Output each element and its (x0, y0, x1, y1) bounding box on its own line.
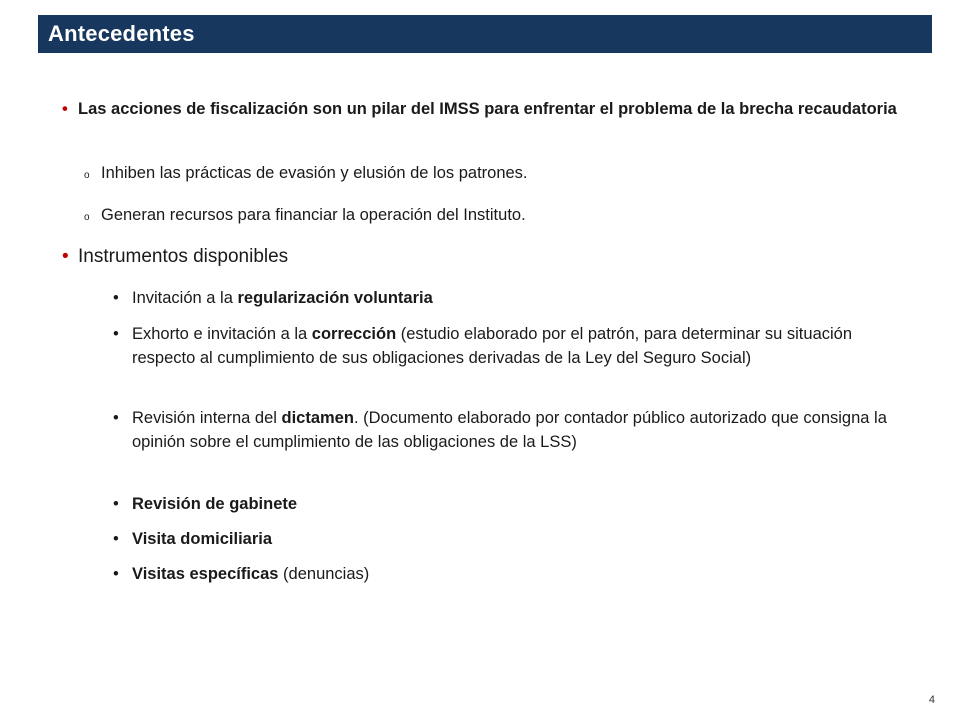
bullet-icon: • (113, 495, 119, 513)
page-number: 4 (928, 694, 935, 706)
instrument-item (113, 527, 903, 551)
item-text: . (Documento elaborado por contador público autorizado que consigna la opinión sobre el cumplimiento de las obligaciones de la LSS) (132, 409, 887, 451)
instrument-item (113, 492, 903, 516)
instrument-item (113, 562, 903, 586)
circle-bullet-icon: o (84, 212, 90, 223)
item-bold-text: regularización voluntaria (237, 289, 433, 307)
item-text: (denuncias) (278, 565, 370, 583)
instrument-item (113, 322, 903, 370)
bullet-icon: • (113, 289, 119, 307)
circle-bullet-icon: o (84, 170, 90, 181)
bullet-icon: • (113, 530, 119, 548)
item-bold-text: Visitas específicas (132, 565, 279, 583)
title-bar (38, 15, 932, 53)
item-bold-text: dictamen (281, 409, 354, 427)
item-bold-text: Visita domiciliaria (132, 530, 273, 548)
bullet-text: Instrumentos disponibles (78, 246, 289, 267)
bullet-icon: • (62, 100, 68, 118)
subitem-generan (84, 205, 904, 226)
subitem-text: Generan recursos para financiar la operación del Instituto. (101, 206, 526, 224)
subitem-inhiben (84, 163, 904, 184)
item-text: Exhorto e invitación a la (132, 325, 312, 343)
item-bold-text: corrección (311, 325, 397, 343)
slide-title: Antecedentes (48, 21, 195, 46)
bullet-text: Las acciones de fiscalización son un pilar del IMSS para enfrentar el problema de la brecha recaudatoria (78, 100, 897, 118)
item-text: (estudio elaborado por el patrón, para determinar su situación respecto al cumplimiento de sus obligaciones derivadas de la Ley del Seguro Social) (132, 325, 853, 367)
instrument-item (113, 406, 903, 454)
bullet-instrumentos (62, 244, 902, 270)
bullet-icon: • (113, 325, 119, 343)
bullet-icon: • (113, 409, 119, 427)
bullet-icon: • (113, 565, 119, 583)
instrument-item (113, 286, 903, 310)
bullet-icon: • (62, 246, 69, 267)
item-bold-text: Revisión de gabinete (132, 495, 298, 513)
subitem-text: Inhiben las prácticas de evasión y elusión de los patrones. (101, 164, 528, 182)
item-text: Revisión interna del (132, 409, 282, 427)
bullet-fiscalizacion (62, 97, 902, 122)
item-text: Invitación a la (132, 289, 238, 307)
